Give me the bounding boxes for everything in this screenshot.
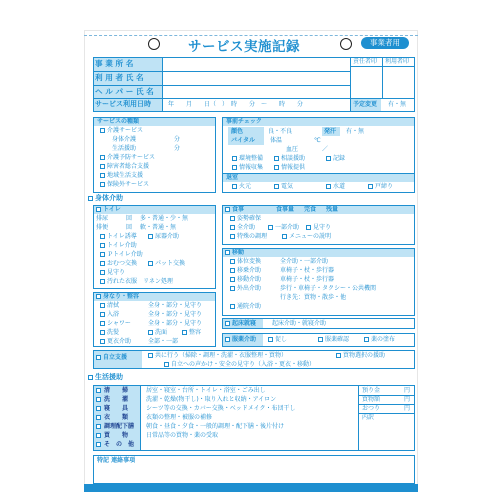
schedule-change-label: 予定変更 bbox=[353, 101, 378, 108]
meal-amount-label: 食事量 bbox=[276, 206, 295, 213]
minutes-unit: 分 bbox=[174, 145, 181, 152]
toilet-guide-checkbox[interactable] bbox=[100, 234, 105, 239]
minutes-unit: 分 bbox=[174, 136, 181, 143]
meal-complete-label: 完食 bbox=[304, 206, 317, 213]
cooking-options[interactable]: 朝食・昼食・夕食・一般的調理・配下膳・後片付け bbox=[146, 423, 285, 430]
medication-heading: 服薬介助 bbox=[232, 336, 257, 343]
binder-hole-icon bbox=[340, 38, 352, 50]
office-label: 事 業 所 名 bbox=[95, 59, 134, 68]
movement-label: 移動介助 bbox=[237, 276, 262, 283]
do-together-label: 共に行う（掃除・調理・洗濯・衣服整理・買物） bbox=[155, 352, 288, 359]
full-assist-label: 全介助 bbox=[237, 224, 256, 231]
independence-heading: 自立支援 bbox=[103, 354, 128, 361]
info-provide-label: 情報提供 bbox=[281, 164, 306, 171]
groom-checkbox[interactable] bbox=[182, 330, 187, 335]
exit-heading: 退室 bbox=[226, 174, 239, 181]
clothing-checkbox[interactable] bbox=[96, 415, 101, 420]
shower-checkbox[interactable] bbox=[100, 321, 105, 326]
exit-checkbox[interactable] bbox=[326, 184, 331, 189]
toilet-checkbox[interactable] bbox=[96, 207, 101, 212]
menu-explain-checkbox[interactable] bbox=[282, 234, 287, 239]
prompt-checkbox[interactable] bbox=[268, 337, 273, 342]
urinal-label: 尿器介助 bbox=[155, 233, 180, 240]
celsius-unit: ℃ bbox=[314, 137, 321, 144]
notes-block[interactable] bbox=[93, 455, 415, 484]
urination-options[interactable]: 多・普通・少・無 bbox=[140, 215, 189, 222]
bath-label: 入浴 bbox=[107, 311, 120, 318]
non-insurance-label: 保険外サービス bbox=[107, 181, 150, 188]
life-support-checkbox[interactable] bbox=[88, 375, 93, 380]
face-wash-checkbox[interactable] bbox=[148, 330, 153, 335]
responsible-seal-label: 責任者印 bbox=[353, 58, 378, 65]
bedding-options[interactable]: シーツ等の交換・カバー交換・ベッドメイク・布団干し bbox=[146, 405, 296, 412]
user-name-label: 利 用 者 氏 名 bbox=[95, 73, 144, 82]
hospital-checkbox[interactable] bbox=[230, 304, 235, 309]
ointment-label: 薬の塗布 bbox=[371, 336, 396, 343]
date-time-fields[interactable]: 年 月 日（ ） 時 分 ～ 時 分 bbox=[168, 101, 304, 108]
meal-heading: 食事 bbox=[232, 206, 245, 213]
pad-checkbox[interactable] bbox=[148, 261, 153, 266]
divider bbox=[162, 58, 163, 111]
groom-label: 整容 bbox=[189, 329, 202, 336]
divider bbox=[94, 71, 350, 72]
electricity-check-label: 電気 bbox=[281, 183, 294, 190]
service-checkbox[interactable] bbox=[100, 128, 105, 133]
special-cook-checkbox[interactable] bbox=[230, 234, 235, 239]
hair-wash-checkbox[interactable] bbox=[100, 330, 105, 335]
life-support-label: 生活援助 bbox=[112, 145, 137, 152]
toilet-heading: トイレ bbox=[103, 206, 121, 213]
pad-label: パット交換 bbox=[155, 260, 186, 267]
blood-pressure-separator: ／ bbox=[322, 146, 329, 153]
posture-change-checkbox[interactable] bbox=[230, 259, 235, 264]
laundry-checkbox[interactable] bbox=[96, 397, 101, 402]
diaper-checkbox[interactable] bbox=[100, 261, 105, 266]
cooking-checkbox[interactable] bbox=[96, 424, 101, 429]
posture-label: 姿勢確保 bbox=[237, 215, 262, 222]
transfer-checkbox[interactable] bbox=[230, 268, 235, 273]
defecation-label: 排便 bbox=[96, 224, 109, 231]
other-checkbox[interactable] bbox=[96, 442, 101, 447]
life-support-heading: 生活援助 bbox=[95, 373, 123, 381]
destination-options[interactable]: 行き先：買物・散歩・他 bbox=[280, 294, 347, 301]
laundry-options[interactable]: 洗濯・乾燥(物干し)・取り入れと収納・アイロン bbox=[146, 396, 277, 403]
independence-checkbox[interactable] bbox=[96, 355, 101, 360]
info-gather-label: 情報収集 bbox=[239, 164, 264, 171]
yen-unit: 円 bbox=[404, 405, 411, 412]
other-label: そ の 他 bbox=[104, 441, 135, 448]
physical-care-label: 身体介護 bbox=[112, 136, 137, 143]
blood-pressure-label: 血圧 bbox=[286, 146, 299, 153]
med-confirm-label: 服薬確認 bbox=[325, 336, 350, 343]
yen-unit: 円 bbox=[404, 387, 411, 394]
times-unit: 回 bbox=[126, 215, 133, 222]
outing-checkbox[interactable] bbox=[230, 286, 235, 291]
divider bbox=[359, 404, 414, 405]
care-service-label: 介護サービス bbox=[107, 127, 144, 134]
info-provide-checkbox[interactable] bbox=[274, 165, 279, 170]
urinal-checkbox[interactable] bbox=[148, 234, 153, 239]
posture-checkbox[interactable] bbox=[230, 216, 235, 221]
watch-checkbox[interactable] bbox=[100, 270, 105, 275]
do-together-checkbox[interactable] bbox=[148, 353, 153, 358]
divider bbox=[359, 395, 414, 396]
complexion-label: 顔色 bbox=[231, 128, 244, 135]
wipe-label: 清拭 bbox=[107, 302, 120, 309]
meal-checkbox[interactable] bbox=[225, 207, 230, 212]
dressing-options[interactable]: 全部・一部 bbox=[148, 338, 179, 345]
divider bbox=[140, 386, 141, 450]
defecation-options[interactable]: 軟・普通・無 bbox=[140, 224, 177, 231]
portable-toilet-label: Ｐトイレ介助 bbox=[107, 251, 143, 258]
hair-wash-label: 洗髪 bbox=[107, 329, 120, 336]
clothing-label: 衣 類 bbox=[104, 414, 129, 421]
service-checkbox[interactable] bbox=[100, 182, 105, 187]
meal-header bbox=[223, 206, 414, 214]
purchase-amount-label: 買物額 bbox=[362, 396, 381, 403]
bath-options[interactable]: 全身・部分・見守り bbox=[148, 311, 203, 318]
complexion-options[interactable]: 良・不良 bbox=[268, 128, 293, 135]
outing-label: 外出介助 bbox=[237, 285, 262, 292]
consultation-checkbox[interactable] bbox=[274, 156, 279, 161]
move-checkbox[interactable] bbox=[225, 250, 230, 255]
cleaning-options[interactable]: 居室・寝室・台所・トイレ・浴室・ごみ出し bbox=[146, 387, 266, 394]
posture-change-label: 体位変換 bbox=[237, 258, 262, 265]
record-checkbox[interactable] bbox=[326, 156, 331, 161]
temperature-label: 体温 bbox=[270, 137, 283, 144]
movement-checkbox[interactable] bbox=[230, 277, 235, 282]
shopping-options[interactable]: 日常品等の買物・薬の受取 bbox=[146, 432, 219, 439]
urination-label: 排尿 bbox=[96, 215, 109, 222]
record-label: 記録 bbox=[333, 155, 346, 162]
menu-explain-label: メニューの説明 bbox=[289, 233, 332, 240]
diaper-label: おむつ交換 bbox=[107, 260, 138, 267]
prevention-service-label: 介護予防サービス bbox=[107, 154, 156, 161]
portable-toilet-checkbox[interactable] bbox=[100, 252, 105, 257]
outing-options[interactable]: 歩行・車椅子・タクシー・公共機関 bbox=[280, 285, 377, 292]
sweat-options[interactable]: 有・無 bbox=[346, 128, 365, 135]
dressing-label: 更衣介助 bbox=[107, 338, 132, 345]
vital-label: バイタル bbox=[231, 137, 256, 144]
toilet-guide-label: トイレ誘導 bbox=[107, 233, 137, 240]
consultation-label: 相談援助 bbox=[281, 155, 306, 162]
bedding-label: 寝 具 bbox=[104, 405, 129, 412]
body-care-heading: 身体介助 bbox=[95, 194, 123, 202]
meal-watch-label: 見守り bbox=[313, 224, 332, 231]
linen-label: 汚れた衣服 リネン処理 bbox=[107, 278, 173, 285]
laundry-label: 洗 濯 bbox=[104, 396, 129, 403]
service-date-label: サービス利用日時 bbox=[95, 100, 151, 108]
precheck-heading: 事前チェック bbox=[226, 118, 262, 125]
schedule-change-options[interactable]: 有・無 bbox=[388, 101, 407, 108]
exit-checkbox[interactable] bbox=[274, 184, 279, 189]
deposit-label: 預り金 bbox=[362, 387, 381, 394]
linen-checkbox[interactable] bbox=[100, 279, 105, 284]
binder-hole-icon bbox=[148, 38, 160, 50]
notes-heading: 特記 連絡事項 bbox=[97, 457, 136, 464]
bedding-checkbox[interactable] bbox=[96, 406, 101, 411]
bath-checkbox[interactable] bbox=[100, 312, 105, 317]
watch-label: 見守り bbox=[107, 269, 126, 276]
exit-checkbox[interactable] bbox=[368, 184, 373, 189]
exit-checkbox[interactable] bbox=[232, 184, 237, 189]
divider bbox=[94, 85, 350, 86]
toilet-assist-label: トイレ介助 bbox=[107, 242, 137, 249]
change-label: おつり bbox=[362, 405, 380, 412]
exit-header bbox=[223, 174, 414, 182]
user-seal-label: 利用者印 bbox=[385, 58, 410, 65]
transfer-options[interactable]: 車椅子・杖・歩行器 bbox=[280, 267, 335, 274]
movement-options[interactable]: 車椅子・杖・歩行器 bbox=[280, 276, 335, 283]
wake-checkbox[interactable] bbox=[225, 321, 230, 326]
partial-assist-checkbox[interactable] bbox=[268, 225, 273, 230]
wipe-options[interactable]: 全身・部分・見守り bbox=[148, 302, 203, 309]
wipe-checkbox[interactable] bbox=[100, 303, 105, 308]
sweat-label: 発汗 bbox=[324, 128, 337, 135]
shopping-choice-checkbox[interactable] bbox=[336, 353, 341, 358]
bottom-edge-bar bbox=[84, 484, 418, 492]
grooming-heading: 身なり・整容 bbox=[103, 293, 140, 300]
lock-check-label: 戸締り bbox=[375, 183, 394, 190]
move-header bbox=[223, 249, 414, 257]
breakdown-label: 内訳 bbox=[362, 414, 375, 421]
yen-unit: 円 bbox=[404, 396, 411, 403]
toilet-assist-checkbox[interactable] bbox=[100, 243, 105, 248]
cooking-label: 調理配下膳 bbox=[104, 423, 135, 430]
form-title: サービス実施記録 bbox=[188, 39, 300, 55]
medication-checkbox[interactable] bbox=[225, 337, 230, 342]
med-confirm-checkbox[interactable] bbox=[318, 337, 323, 342]
info-gather-checkbox[interactable] bbox=[232, 165, 237, 170]
hospital-label: 通院介助 bbox=[237, 303, 262, 310]
shopping-checkbox[interactable] bbox=[96, 433, 101, 438]
wake-options[interactable]: 起床介助・就寝介助 bbox=[272, 320, 327, 327]
divider bbox=[359, 413, 414, 414]
service-type-heading: サービスの種類 bbox=[97, 118, 140, 125]
face-wash-label: 洗面 bbox=[155, 329, 168, 336]
partial-assist-label: 一部介助 bbox=[275, 224, 300, 231]
business-use-badge: 事業者用 bbox=[361, 37, 409, 49]
meal-remain-label: 残量 bbox=[326, 206, 339, 213]
shower-label: シャワー bbox=[107, 320, 131, 327]
shopping-choice-label: 買物選択の援助 bbox=[343, 352, 386, 359]
helper-name-label: ヘ ル パ ー 氏 名 bbox=[95, 87, 154, 96]
posture-change-options[interactable]: 全介助・一部介助 bbox=[280, 258, 329, 265]
encourage-checkbox[interactable] bbox=[164, 362, 169, 367]
move-heading: 移動 bbox=[232, 249, 245, 256]
shower-options[interactable]: 全身・部分・見守り bbox=[148, 320, 203, 327]
times-unit: 回 bbox=[126, 224, 133, 231]
service-checkbox[interactable] bbox=[100, 173, 105, 178]
meal-watch-checkbox[interactable] bbox=[306, 225, 311, 230]
wake-heading: 起床就寝 bbox=[232, 320, 257, 327]
cleaning-checkbox[interactable] bbox=[96, 388, 101, 393]
full-assist-checkbox[interactable] bbox=[230, 225, 235, 230]
environment-checkbox[interactable] bbox=[232, 156, 237, 161]
environment-label: 環境整備 bbox=[239, 155, 264, 162]
service-checkbox[interactable] bbox=[100, 164, 105, 169]
encourage-label: 自立への声かけ・安全の見守り（入浴・更衣・移動） bbox=[171, 361, 316, 368]
ointment-checkbox[interactable] bbox=[364, 337, 369, 342]
body-care-checkbox[interactable] bbox=[88, 196, 93, 201]
water-check-label: 水道 bbox=[333, 183, 346, 190]
special-cook-label: 特殊の調理 bbox=[237, 233, 268, 240]
divider bbox=[382, 58, 383, 98]
prompt-label: 促し bbox=[275, 336, 288, 343]
community-support-label: 地域生活支援 bbox=[107, 172, 144, 179]
service-checkbox[interactable] bbox=[100, 155, 105, 160]
dressing-checkbox[interactable] bbox=[100, 339, 105, 344]
grooming-checkbox[interactable] bbox=[96, 294, 101, 299]
shopping-label: 買 物 bbox=[104, 432, 129, 439]
divider bbox=[350, 66, 414, 67]
fire-check-label: 火元 bbox=[239, 183, 252, 190]
transfer-label: 移乗介助 bbox=[237, 267, 262, 274]
cleaning-label: 清 掃 bbox=[104, 387, 129, 394]
clothing-options[interactable]: 衣類の整理・被服の補修 bbox=[146, 414, 213, 421]
disability-support-label: 障害者総合支援 bbox=[107, 163, 150, 170]
